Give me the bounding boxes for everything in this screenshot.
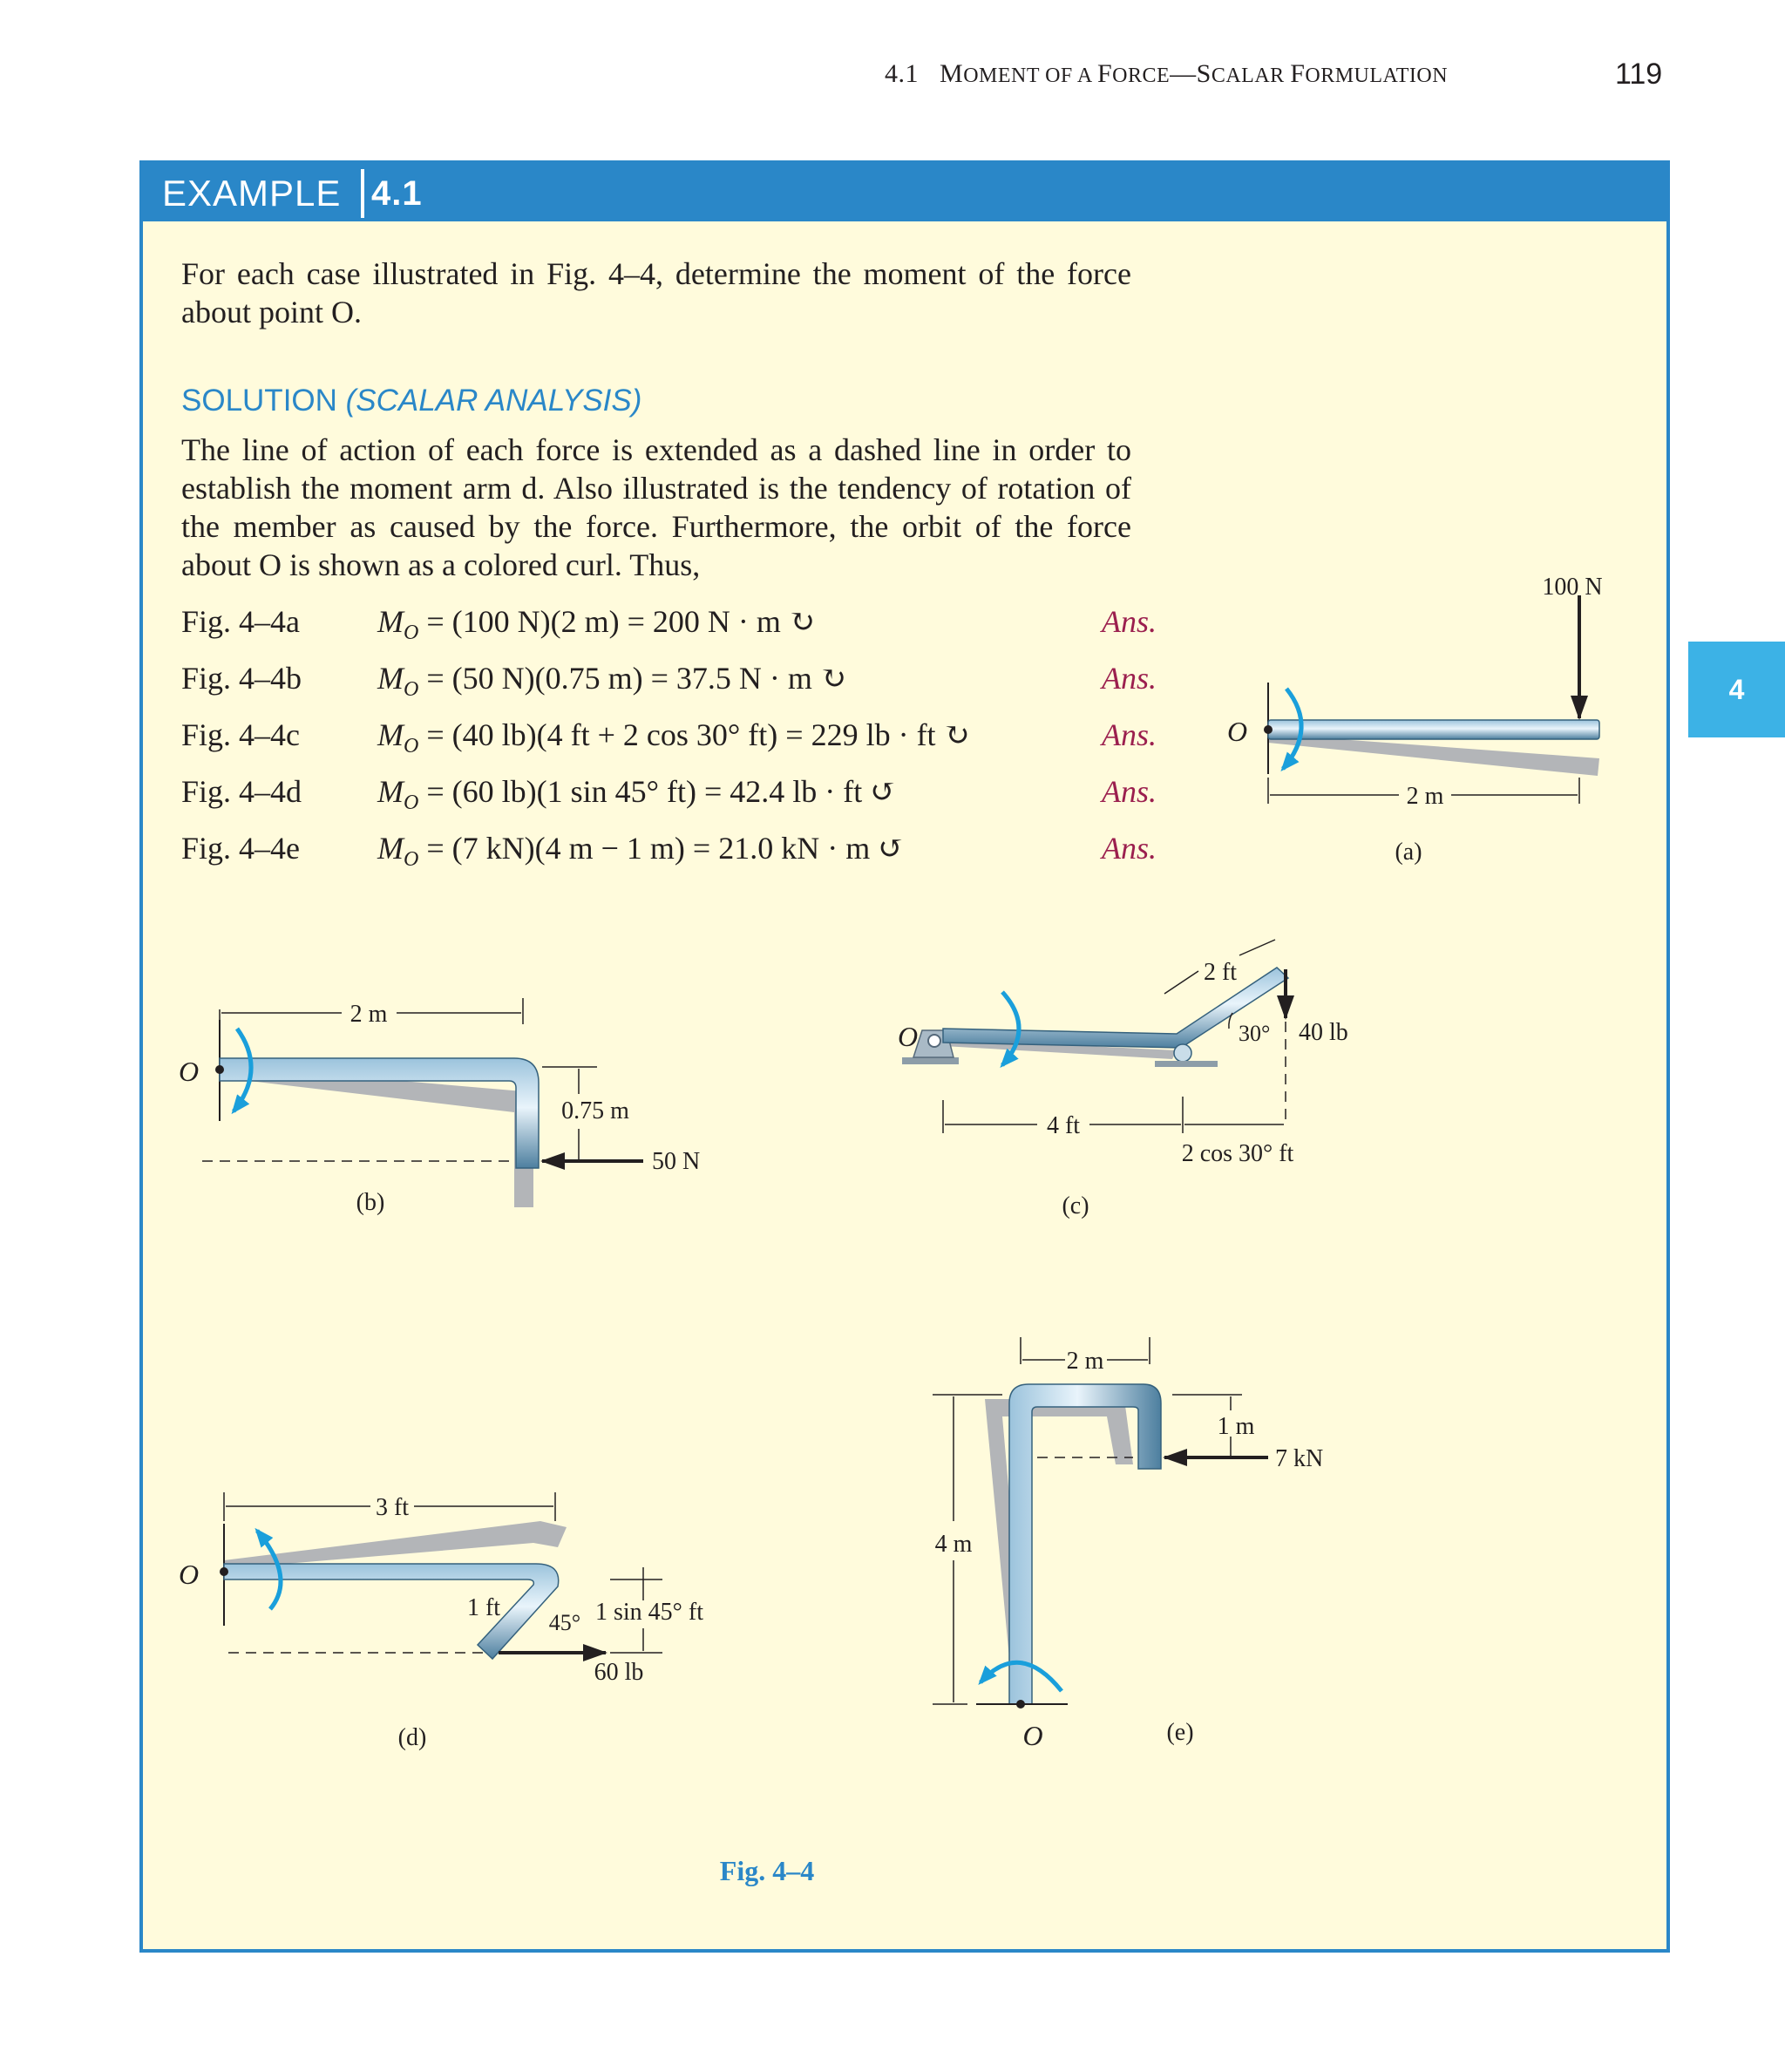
force-label: 50 N — [652, 1148, 701, 1175]
roller-support-base — [1155, 1061, 1218, 1067]
equation-figure-ref: Fig. 4–4b — [181, 661, 302, 696]
figure-letter: (a) — [1395, 839, 1422, 866]
dim-line — [1164, 971, 1198, 994]
pin-support-base — [902, 1057, 959, 1064]
equation-figure-ref: Fig. 4–4a — [181, 604, 301, 639]
solution-text: The line of action of each force is extended as a dashed line in order to establish the moment arm d. Also illustrated is the tendency of rotation of the member as caused by the force. Furthermore, the orbit of the force about O is shown as a colored curl. Thus, — [181, 432, 1131, 582]
figure-letter: (b) — [356, 1189, 385, 1216]
figure-c — [898, 940, 1348, 1219]
bent-member — [220, 1058, 539, 1168]
dimension-label: 2 m — [350, 1001, 388, 1028]
answer-label: Ans. — [1102, 604, 1157, 639]
point-o-dot — [1264, 725, 1273, 734]
roller-support — [1174, 1044, 1191, 1062]
figure-a — [1227, 574, 1603, 866]
example-label: EXAMPLE — [162, 173, 342, 214]
point-o-label: O — [1227, 716, 1248, 747]
equation-body: $M_O = (100$ N)(2 m) = 200 N · m ↻ — [377, 604, 816, 645]
angle-label: 45° — [548, 1610, 581, 1635]
figure-e — [933, 1337, 1323, 1751]
point-o-label: O — [179, 1056, 200, 1087]
answer-label: Ans. — [1102, 661, 1157, 696]
force-label: 40 lb — [1299, 1019, 1348, 1046]
example-number: 4.1 — [371, 174, 423, 213]
equation-figure-ref: Fig. 4–4d — [181, 774, 302, 809]
dimension-label: 2 m — [1406, 783, 1444, 810]
point-o-dot — [1016, 1700, 1025, 1709]
figure-letter: (c) — [1062, 1192, 1089, 1219]
dimension-label: 1 m — [1217, 1413, 1255, 1440]
displaced-member-shadow — [220, 1065, 533, 1207]
figure-letter: (e) — [1166, 1719, 1194, 1746]
equation-body: $M_O = (60$ lb)(1 sin 45° ft) = 42.4 lb · ft ↺ — [377, 774, 897, 815]
figure-caption: Fig. 4–4 — [719, 1855, 815, 1886]
bent-member — [224, 1564, 559, 1659]
dim-line — [1239, 940, 1275, 955]
answer-label: Ans. — [1102, 831, 1157, 866]
problem-statement: For each case illustrated in Fig. 4–4, determine the moment of the force about point O. — [181, 256, 1131, 329]
force-label: 7 kN — [1275, 1445, 1324, 1472]
equation-figure-ref: Fig. 4–4e — [181, 831, 301, 866]
angle-label: 30° — [1239, 1021, 1271, 1046]
answer-label: Ans. — [1102, 717, 1157, 752]
equation-body: $M_O = (7$ kN)(4 m − 1 m) = 21.0 kN · m ↺ — [377, 831, 905, 872]
dimension-label: 4 m — [934, 1531, 973, 1558]
dimension-label: 2 cos 30° ft — [1181, 1140, 1294, 1167]
displaced-member-shadow — [985, 1399, 1133, 1695]
dimension-label: 4 ft — [1046, 1112, 1081, 1139]
answer-label: Ans. — [1102, 774, 1157, 809]
figure-b — [179, 998, 700, 1216]
dimension-label: 1 sin 45° ft — [595, 1599, 703, 1626]
dimension-label: 3 ft — [375, 1494, 410, 1521]
point-o-label: O — [179, 1559, 200, 1590]
equation-body: $M_O = (40$ lb)(4 ft + 2 cos 30° ft) = 229 lb · ft ↻ — [377, 717, 970, 758]
horizontal-member — [1268, 720, 1599, 739]
figure-d — [179, 1492, 703, 1751]
point-o-label: O — [898, 1021, 919, 1052]
force-label: 60 lb — [594, 1659, 644, 1686]
pin-icon — [928, 1035, 940, 1047]
displaced-member-shadow — [1268, 734, 1599, 776]
dimension-label: 2 m — [1066, 1348, 1104, 1375]
dimension-label: 2 ft — [1203, 959, 1238, 986]
figure-letter: (d) — [397, 1724, 427, 1751]
point-o-dot — [215, 1065, 224, 1074]
chapter-tab[interactable]: 4 — [1688, 642, 1785, 737]
equation-body: $M_O = (50$ N)(0.75 m) = 37.5 N · m ↻ — [377, 661, 847, 702]
section-title: MOMENT OF A FORCE—SCALAR FORMULATION — [940, 59, 1449, 88]
dimension-label: 0.75 m — [561, 1097, 629, 1124]
force-label: 100 N — [1542, 574, 1603, 601]
section-number: 4.1 — [885, 59, 919, 88]
page-number: 119 — [1615, 58, 1663, 91]
solution-heading: SOLUTION (SCALAR ANALYSIS) — [181, 384, 642, 418]
point-o-label: O — [1022, 1720, 1043, 1751]
dimension-label: 1 ft — [466, 1594, 501, 1621]
rotation-curl-icon — [1002, 992, 1019, 1065]
bent-member — [1009, 1384, 1161, 1704]
equation-figure-ref: Fig. 4–4c — [181, 717, 301, 752]
point-o-dot — [220, 1567, 228, 1576]
